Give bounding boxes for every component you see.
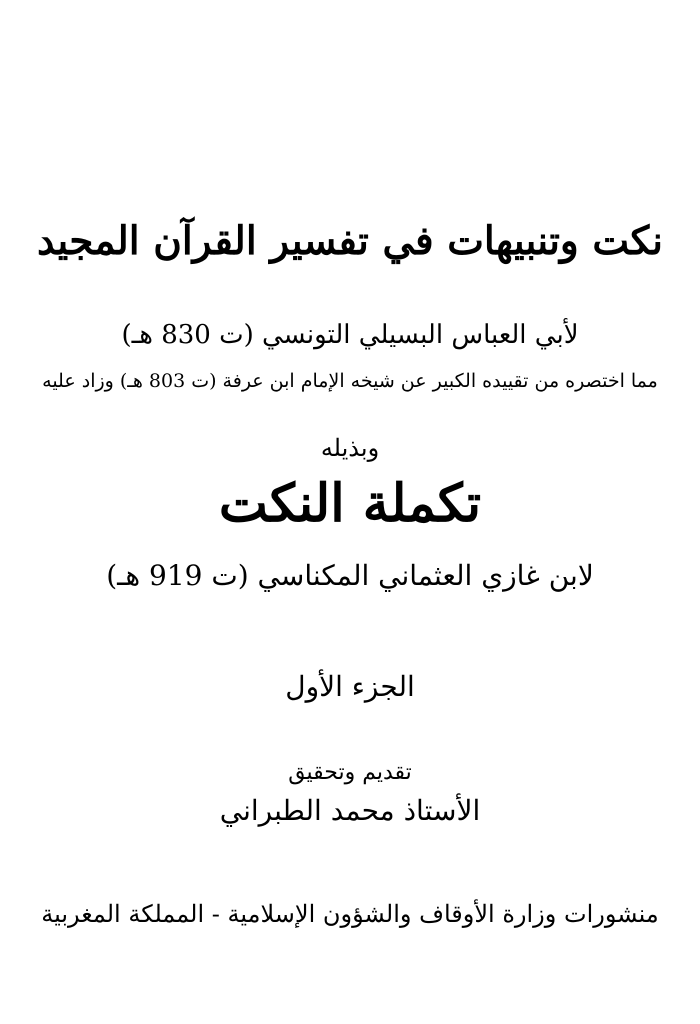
book-main-title: نكت وتنبيهات في تفسير القرآن المجيد bbox=[36, 218, 664, 264]
volume-label: الجزء الأول bbox=[285, 670, 415, 703]
publisher-line: منشورات وزارة الأوقاف والشؤون الإسلامية - المملكة المغربية bbox=[41, 900, 659, 928]
book-author: لأبي العباس البسيلي التونسي (ت 830 هـ) bbox=[121, 320, 579, 350]
abridged-from-note: مما اختصره من تقييده الكبير عن شيخه الإمام ابن عرفة (ت 803 هـ) وزاد عليه bbox=[42, 370, 658, 392]
appendix-author: لابن غازي العثماني المكناسي (ت 919 هـ) bbox=[106, 559, 594, 592]
editor-name: الأستاذ محمد الطبراني bbox=[219, 794, 481, 827]
appendix-title: تكملة النكت bbox=[218, 473, 482, 534]
editor-label: تقديم وتحقيق bbox=[288, 760, 412, 785]
appendix-label: وبذيله bbox=[320, 434, 380, 462]
